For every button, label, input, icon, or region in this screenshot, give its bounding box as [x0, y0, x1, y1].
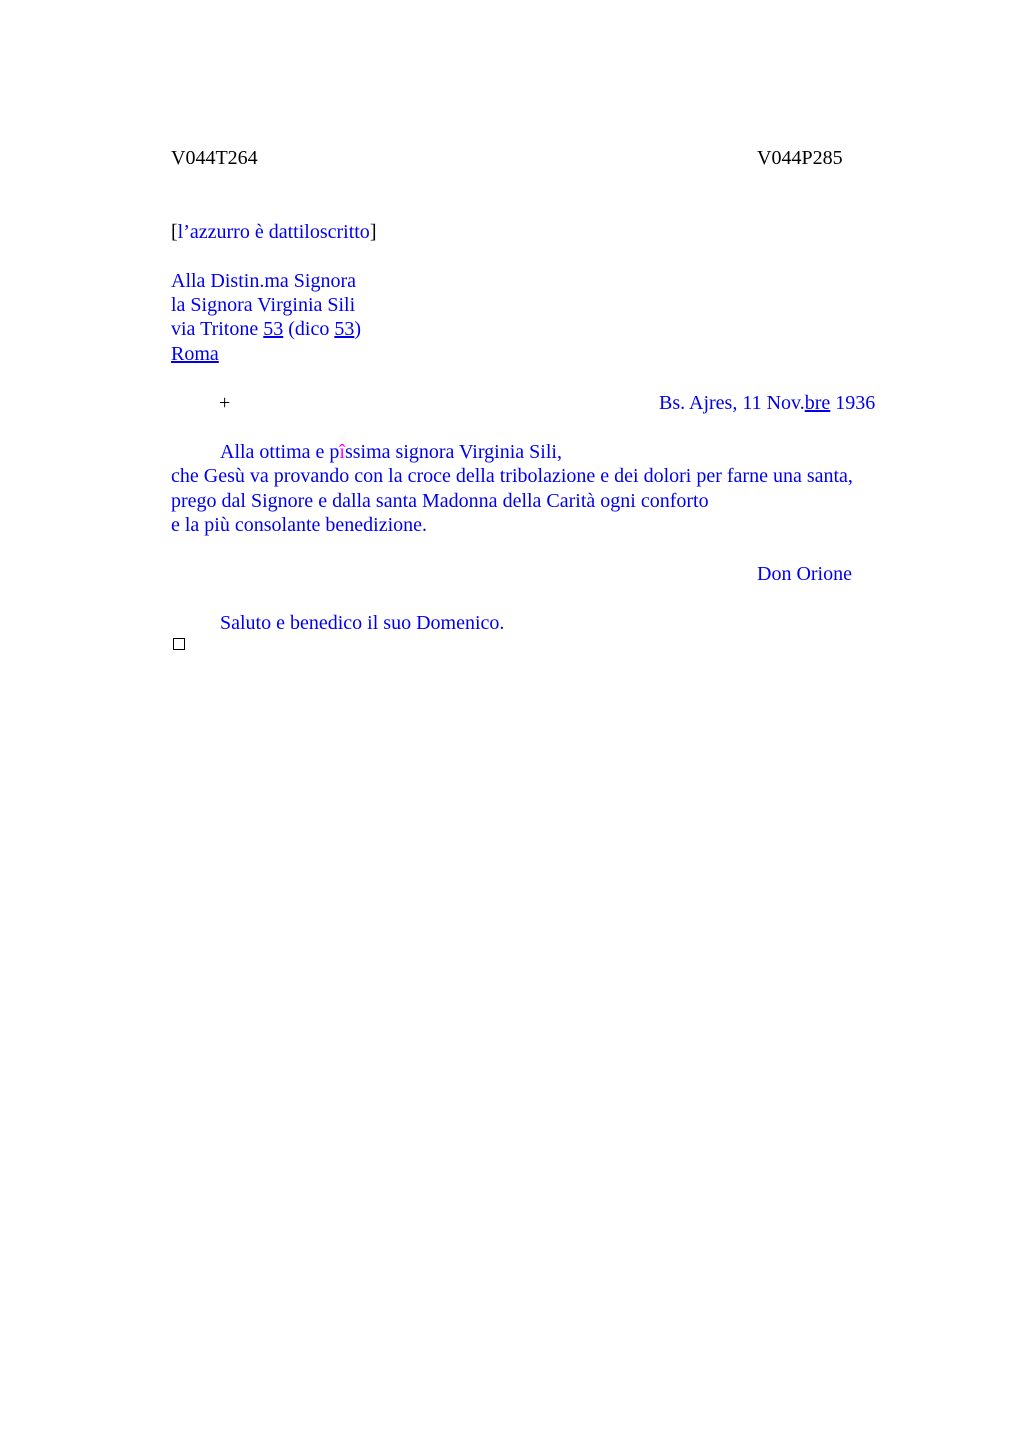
note-bracket-close: ] — [369, 221, 377, 243]
body-line-1 — [220, 440, 562, 464]
date-prefix: Bs. Ajres, 11 Nov. — [659, 392, 805, 414]
date-month-suffix: bre — [804, 392, 831, 414]
address-line-2: la Signora Virginia Sili — [171, 294, 356, 316]
uncertain-character: î — [339, 441, 345, 463]
note-text: l’azzurro è dattiloscritto — [177, 221, 370, 243]
street-aside: (dico — [283, 318, 335, 340]
body-line-4: e la più consolante benedizione. — [171, 514, 428, 536]
body-line-3: prego dal Signore e dalla santa Madonna della Carità ogni conforto — [171, 490, 709, 512]
body-line-1-start: Alla ottima e p — [220, 441, 340, 463]
date-year: 1936 — [830, 392, 876, 414]
note-bracket-open: [ — [171, 221, 178, 243]
body-line-2: che Gesù va provando con la croce della tribolazione e dei dolori per farne una santa, — [171, 465, 853, 487]
signature: Don Orione — [757, 563, 852, 585]
document-code-right: V044P285 — [757, 147, 843, 169]
address-line-3 — [171, 317, 361, 341]
street-aside-close: ) — [354, 318, 362, 340]
address-line-1: Alla Distin.ma Signora — [171, 270, 356, 292]
letter-date — [659, 391, 875, 415]
street-number-repeat: 53 — [334, 318, 355, 340]
body-line-1-end: ssima signora Virginia Sili, — [344, 441, 562, 463]
postscript: Saluto e benedico il suo Domenico. — [220, 612, 505, 634]
end-marker-square — [173, 638, 185, 650]
cross-mark: + — [219, 392, 231, 414]
address-city: Roma — [171, 343, 219, 365]
editorial-note — [171, 220, 376, 244]
street-number: 53 — [263, 318, 284, 340]
document-code-left: V044T264 — [171, 147, 258, 169]
street-name: via Tritone — [171, 318, 264, 340]
